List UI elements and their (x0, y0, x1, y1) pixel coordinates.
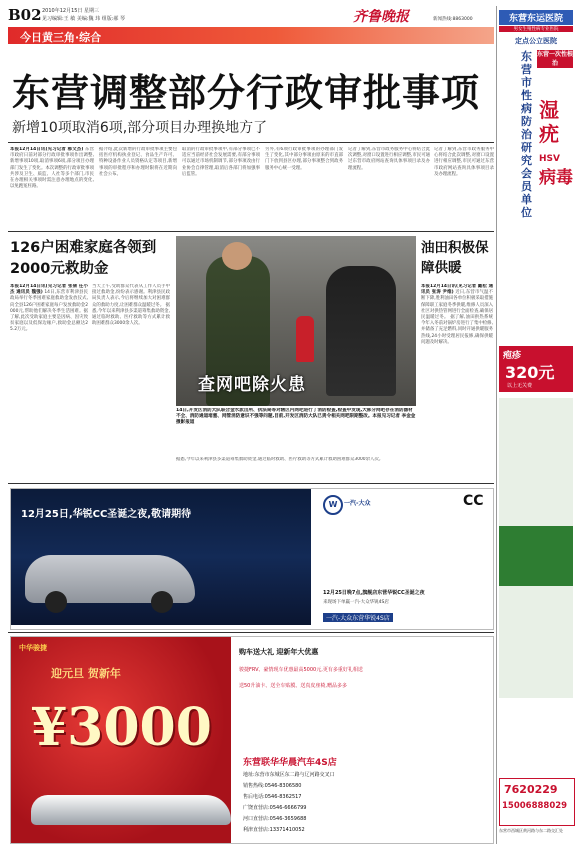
story-oil-text-2: 据了解,油田供热系统今年入冬前对锅炉房进行了集中检修,并储备了充足燃料,同时开通供暖服务热线,24小时受理居民报修,确保供暖问题及时解决。 (421, 315, 493, 345)
story-poor-title (10, 238, 160, 280)
phone-label (499, 778, 575, 826)
disease-hsv: HSV (539, 154, 560, 164)
header-editors: 见习编辑:王 敏 美编:魏 玮 组版:郝 琴 (42, 16, 126, 22)
car-reg-text: 来现场下单赢一汽-大众华锐4S店 (323, 600, 389, 605)
disease-more: 病毒 (539, 168, 573, 188)
car-dealer: 一汽-大众东营华锐4S店 (323, 613, 393, 622)
section-title: 今日黄三角·综合 (20, 31, 102, 44)
car-brand: 一汽-大众 (344, 500, 371, 507)
phone-2: 15006888029 (502, 801, 568, 811)
subheadline: 新增10项取消6项,部分项目办理换地方了 (12, 120, 268, 136)
ad-line-5: 河口直营店:0546-3659688 (243, 816, 307, 822)
lead-article-col4: 另外,有6项行政审批事项的办理部门发生了变化,其中部分事项由原来的市直部门下放到县区办理,部分事项整合到政务服务中心统一受理。 (265, 147, 343, 171)
bottom-ad[interactable] (10, 636, 494, 844)
story-poor-col3 (176, 457, 416, 479)
story-poor-byline: 本报12月14日讯(见习记者 张倩 任小杰 通讯员 魏强) (10, 284, 88, 296)
brand-logo: 中华骏捷 (19, 644, 47, 652)
right-ad-column[interactable] (496, 6, 575, 844)
price-value: 320元 (505, 363, 555, 382)
hospital-name: 东营东运医院 (499, 10, 573, 25)
vw-logo-icon: W (323, 495, 343, 515)
ad-title-red: 迎元旦 贺新年 (51, 667, 121, 680)
hospital-tag: 男女生殖性病专业医院 (499, 26, 573, 32)
story-oil-title (421, 238, 493, 278)
lead-article-col2: 据介绍,此次新增的行政审批事项主要包括医疗机构执业登记、食品生产许可、特种设备作业人员资格认定等项目,新增事项的审批程序和办理时限将在近期向社会公布。 (99, 147, 177, 177)
price-box (499, 346, 573, 392)
hospital-address: 东营市西城区黄河路与东二路交汇处 (499, 828, 563, 833)
lead-article-col1 (10, 147, 94, 227)
disease-big: 湿疣 (539, 98, 559, 146)
lead-text-1: 东营市政府日前对部分行政审批事项作出调整,新增事项10项,取消事项6项,部分项目办理部门发生了变化。本次调整的行政审批事项共涉及卫生、质监、人社等多个部门,市民在办理相关事项时需注意办理地点的变化,以免跑冤枉路。 (10, 147, 94, 190)
hospital-sub: 定点公立医院 (515, 37, 557, 45)
car-ad-slogan: 12月25日,华锐CC圣诞之夜,敬请期待 (21, 509, 192, 520)
section-banner (8, 27, 494, 44)
car-event-text: 12月25日晚7点,旗舰店东营华锐CC圣诞之夜 (323, 590, 425, 596)
story-oil-col1 (421, 284, 493, 479)
divider (8, 231, 494, 232)
ad-offer-1: 骏捷FRV、豪情现车优惠最高5000元,更有多重好礼相送 (239, 667, 363, 673)
page-header (8, 6, 572, 26)
photo-figure-person (326, 266, 396, 396)
ad-line-4: 广饶直营店:0546-6666799 (243, 805, 307, 811)
ad-line-6: 利津直营店:13371410052 (243, 827, 305, 833)
story-oil-text-1: 近日,东营市气温不断下降,胜利油田各单位积极采取措施保障职工家庭冬季供暖,维修人员深入社区对供热管网进行全面检查,确保居民温暖过冬。 (421, 290, 493, 321)
lead-text-extra: 记者了解到,东营市政务服务中心将结合此次调整,对窗口设置进行相应调整,市民可通过东营市政府网站查询具体事项目录及办理流程。 (434, 147, 494, 177)
divider (8, 483, 494, 484)
story-poor-text-1: 14日,东营市利津县民政局举行冬季困难家庭救助金发放仪式,向全县126户困难家庭每户发放救助金2000元,帮助他们解决冬季生活困难。据了解,此次受助家庭主要是因病、因灾致贫家庭以及低保边缘户,救助金总额达25.2万元。 (10, 290, 88, 333)
hotline: 新闻热线:8863000 (433, 17, 473, 22)
story-oil-byline: 本报12月14日讯(见习记者 戴松 通讯员 张涛 尹维) (421, 284, 493, 296)
right-ad-green (499, 526, 573, 586)
photo-caption: 14日,开发区消防大队联合金水派出所、执法局等对辖区内网吧进行了消防检查,检查中发现,大部分网吧存在消防器材不全、消防通道堵塞、网管消防意识不强等问题,目前,开发区消防大队已责令相关网吧限期整改。本报见习记者 李金金 摄影报道 (176, 408, 416, 426)
car-ad[interactable] (10, 488, 494, 630)
shop-name: 东营联华华晨汽车4S店 (243, 758, 337, 768)
ad-line-3: 售后电话:0546-8362517 (243, 794, 302, 800)
hospital-vertical-text: 东营市性病防治研究会员单位 (521, 50, 532, 219)
photo-figure-head (222, 242, 252, 270)
price-label: 疱疹 (503, 351, 522, 361)
story-poor-text-4: 据悉,今年以来利津县多渠道筹集救助资金,通过临时救助、医疗救助等方式累计救助困难群众3000余人次。 (176, 457, 384, 462)
ad-cars (31, 795, 231, 825)
divider (8, 632, 494, 633)
phone-1: 7620229 (504, 783, 558, 796)
ad-line-2: 销售热线:0546-8306580 (243, 783, 302, 789)
photo-overlay-text: 查网吧除火患 (198, 375, 306, 395)
car-wheel-rear (151, 591, 173, 613)
news-photo (176, 236, 416, 406)
story-poor-col1 (10, 284, 88, 479)
lead-byline: 本报12月14日讯(见习记者 郝文杰) (10, 147, 84, 152)
ad-headline: 购车送大礼 迎新年大优惠 (239, 648, 319, 656)
divider (8, 142, 494, 143)
price-sub: 以上无关费 (507, 383, 533, 389)
cc-logo: CC (463, 493, 484, 509)
newspaper-logo: 齐鲁晚报 (353, 9, 409, 25)
story-oil-title-text: 油田积极保障供暖 (421, 240, 489, 276)
header-date: 2010年12月15日 星期三 (42, 8, 100, 14)
story-poor-title-text: 126户困难家庭各领到2000元救助金 (10, 240, 157, 277)
photo-extinguisher (296, 316, 314, 362)
ad-offer-2: 送50升油卡、送全车贴膜、送真皮座椅,赠品多多 (239, 683, 347, 689)
story-poor-text-3: 据悉,今年以来利津县多渠道筹集救助资金,通过临时救助、医疗救助等方式累计救助困难群众3000余人次。 (92, 302, 170, 327)
headline: 东营调整部分行政审批事项 (12, 71, 481, 115)
car-wheel-front (45, 591, 67, 613)
page-number: B02 (8, 6, 42, 24)
story-poor-col2 (92, 284, 170, 479)
lead-article-col5: 记者了解到,东营市政务服务中心将结合此次调整,对窗口设置进行相应调整,市民可通过东营市政府网站查询具体事项目录及办理流程。 (348, 147, 430, 171)
lead-article-col3: 取消的行政审批事项中,有部分事项已不适应当前经济社会发展需要,有部分事项可以通过市场机制调节,部分事项改由行业协会自律管理,取消后各部门将加强事后监管。 (182, 147, 260, 177)
lead-article-col6 (434, 147, 494, 227)
ad-line-1: 地址:东营市东城区东二路与辽河路交叉口 (243, 772, 335, 778)
hospital-rank: 东营一次性根治 (537, 51, 574, 67)
price-3000: ¥3000 (31, 697, 212, 758)
story-poor-text-2: 当天上午,受助群众代表从工作人员手中接过救助金,纷纷表示感谢。利津县民政局负责人表示,今后将继续加大对困难群众的救助力度,让困难群众温暖过冬。 (92, 284, 170, 308)
